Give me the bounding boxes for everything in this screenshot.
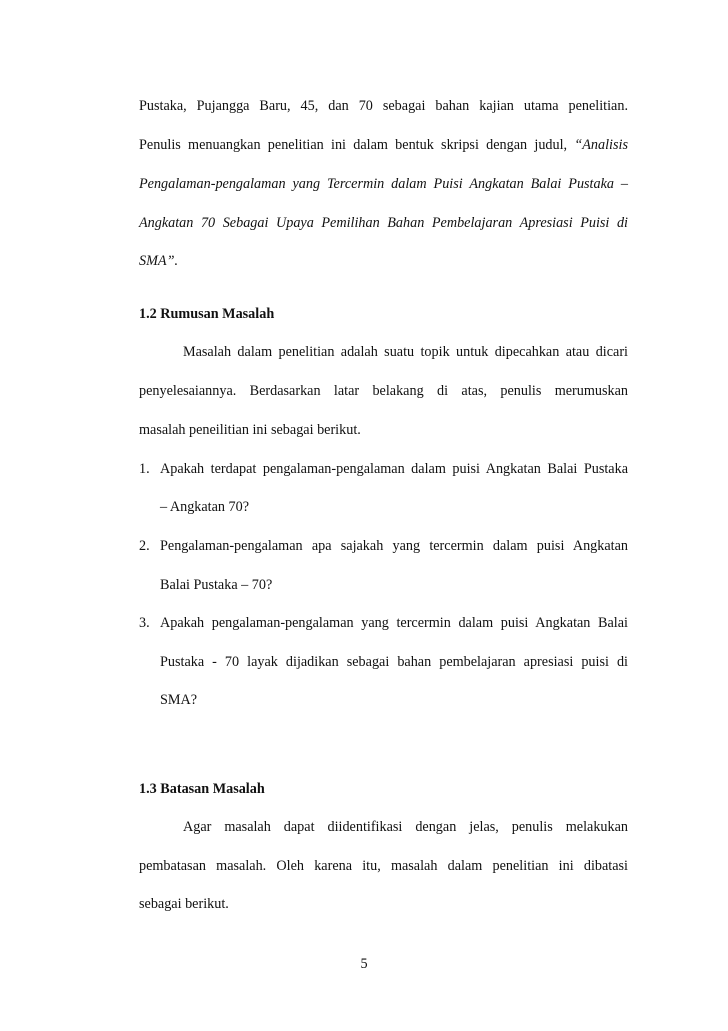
- intro-line-1: Pustaka, Pujangga Baru, 45, dan 70 sebagai bahan kajian utama penelitian.: [139, 98, 628, 114]
- section-1-2-para-line-2: penyelesaiannya. Berdasarkan latar belakang di atas, penulis merumuskan: [139, 383, 628, 399]
- intro-line-5: [139, 251, 628, 271]
- list-item-2-line-1: Pengalaman-pengalaman apa sajakah yang tercermin dalam puisi Angkatan: [160, 538, 628, 554]
- section-1-3-para-line-1: Agar masalah dapat diidentifikasi dengan jelas, penulis melakukan: [183, 819, 628, 835]
- title-line-3: Pengalaman-pengalaman yang Tercermin dalam Puisi Angkatan Balai Pustaka –: [139, 176, 628, 192]
- intro-line-2: [139, 135, 628, 155]
- section-1-3-para-line-2: pembatasan masalah. Oleh karena itu, masalah dalam penelitian ini dibatasi: [139, 858, 628, 874]
- section-1-3-heading: 1.3 Batasan Masalah: [139, 781, 265, 797]
- list-item-1-number: 1.: [139, 461, 150, 477]
- list-item-2-number: 2.: [139, 538, 150, 554]
- intro-line-3: [139, 174, 628, 194]
- section-1-2-para-line-3: masalah peneilitian ini sebagai berikut.: [139, 422, 361, 438]
- list-item-3-line-1: Apakah pengalaman-pengalaman yang tercermin dalam puisi Angkatan Balai: [160, 615, 628, 631]
- intro-line-4: [139, 213, 628, 233]
- page-number: 5: [360, 956, 368, 972]
- list-item-1-line-1: Apakah terdapat pengalaman-pengalaman dalam puisi Angkatan Balai Pustaka: [160, 461, 628, 477]
- list-item-2-line-2: Balai Pustaka – 70?: [160, 577, 273, 593]
- list-item-3-line-2: Pustaka - 70 layak dijadikan sebagai bahan pembelajaran apresiasi puisi di: [160, 654, 628, 670]
- title-quote-start: “Analisis: [574, 137, 628, 153]
- title-line-5: SMA”.: [139, 253, 179, 269]
- title-line-4: Angkatan 70 Sebagai Upaya Pemilihan Bahan Pembelajaran Apresiasi Puisi di: [139, 215, 628, 231]
- list-item-1-line-2: – Angkatan 70?: [160, 499, 250, 515]
- section-1-2-para-line-1: Masalah dalam penelitian adalah suatu topik untuk dipecahkan atau dicari: [183, 344, 628, 360]
- intro-line-2-text: Penulis menuangkan penelitian ini dalam bentuk skripsi dengan judul,: [139, 137, 575, 153]
- section-1-3-para-line-3: sebagai berikut.: [139, 896, 229, 912]
- section-1-2-heading: 1.2 Rumusan Masalah: [139, 306, 275, 322]
- list-item-3-number: 3.: [139, 615, 150, 631]
- list-item-3-line-3: SMA?: [160, 692, 198, 708]
